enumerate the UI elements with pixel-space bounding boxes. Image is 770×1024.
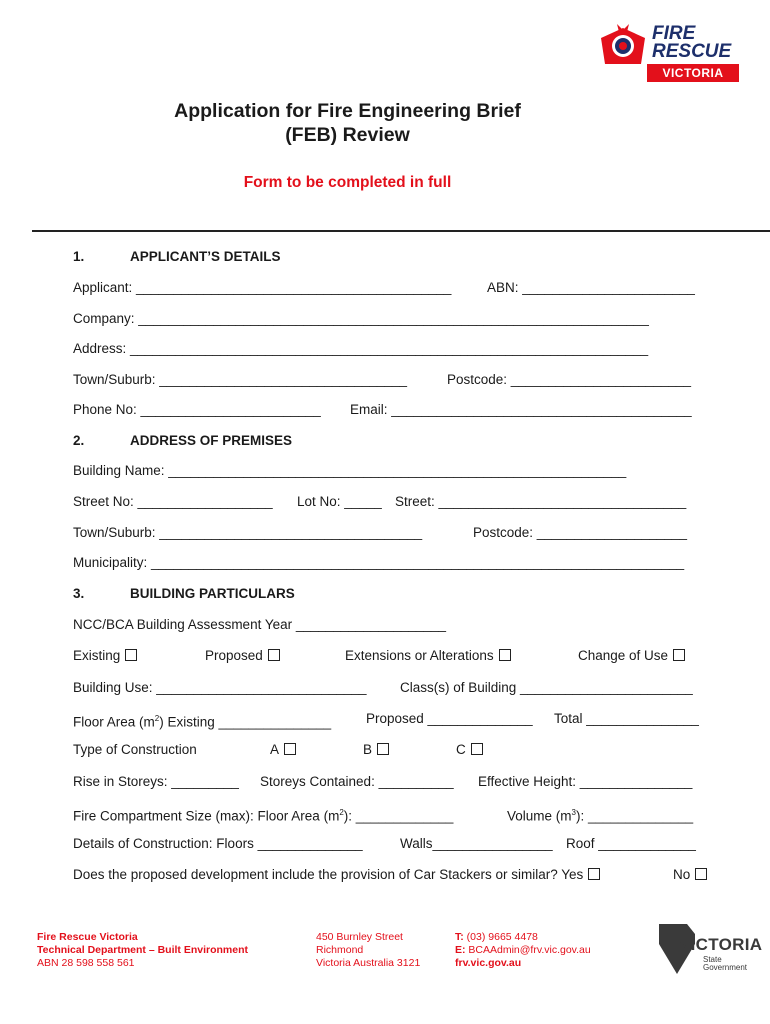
victoria-government-logo (657, 920, 762, 980)
section-2-title: ADDRESS OF PREMISES (130, 433, 293, 448)
title-line-2: (FEB) Review (285, 124, 410, 146)
rise-in-storeys-field[interactable]: Rise in Storeys: _________ (73, 774, 239, 789)
municipality-field[interactable]: Municipality: _______________________________________________________________________ (73, 555, 685, 570)
section-2-number: 2. (73, 433, 85, 448)
car-stackers-no-label: No (673, 867, 691, 882)
effective-height-field[interactable]: Effective Height: _______________ (478, 774, 693, 789)
footer-address-3: Victoria Australia 3121 (316, 957, 421, 969)
type-a-checkbox[interactable] (284, 743, 296, 755)
footer-email-value[interactable]: BCAAdmin@frv.vic.gov.au (468, 944, 591, 956)
details-floors-field[interactable]: Details of Construction: Floors ______________ (73, 836, 363, 851)
existing-checkbox[interactable] (125, 649, 137, 661)
footer-address-1: 450 Burnley Street (316, 931, 403, 943)
details-roof-field[interactable]: Roof _____________ (566, 836, 696, 851)
footer-phone (455, 931, 591, 944)
building-name-field[interactable]: Building Name: _____________________________________________________________ (73, 463, 627, 478)
car-stackers-question: Does the proposed development include the provision of Car Stackers or similar? Yes (73, 867, 584, 882)
volume-label: Volume (m (507, 808, 572, 824)
lot-no-field[interactable]: Lot No: _____ (297, 494, 382, 509)
ncc-year-field[interactable]: NCC/BCA Building Assessment Year ____________________ (73, 617, 447, 632)
section-1-number: 1. (73, 249, 85, 264)
extensions-checkbox[interactable] (499, 649, 511, 661)
logo-text-fire: FIRE (652, 23, 696, 44)
type-b-option[interactable] (363, 742, 389, 758)
footer-phone-value: (03) 9665 4478 (466, 931, 538, 943)
fcs-sup: 2 (339, 808, 344, 817)
floor-area-label: Floor Area (m (73, 714, 155, 730)
fire-compartment-floor-area-field[interactable] (73, 805, 453, 825)
footer-phone-label: T: (455, 931, 464, 943)
type-b-checkbox[interactable] (377, 743, 389, 755)
town-suburb-field[interactable]: Town/Suburb: _________________________________ (73, 372, 408, 387)
applicant-field[interactable]: Applicant: __________________________________________ (73, 280, 452, 295)
gov-logo-state: State (703, 955, 722, 964)
email-field[interactable]: Email: ________________________________________ (350, 402, 692, 417)
postcode-field[interactable]: Postcode: ________________________ (447, 372, 691, 387)
frv-crest-icon (597, 24, 649, 70)
volume-value: ): ______________ (575, 808, 694, 824)
change-of-use-label: Change of Use (578, 648, 669, 663)
car-stackers-no-checkbox[interactable] (695, 868, 707, 880)
floor-area-proposed-field[interactable]: Proposed ______________ (366, 711, 533, 726)
footer-org: Fire Rescue Victoria (37, 931, 138, 943)
floor-area-existing-field[interactable] (73, 711, 331, 731)
footer-dept: Technical Department – Built Environment (37, 944, 249, 956)
footer-address-block (316, 931, 420, 970)
section-1-title: APPLICANT’S DETAILS (130, 249, 281, 264)
proposed-option[interactable] (205, 648, 280, 664)
address-field[interactable]: Address: _____________________________________________________________________ (73, 341, 649, 356)
fcs-value: ): _____________ (343, 808, 454, 824)
type-b-label: B (363, 742, 373, 757)
type-a-option[interactable] (270, 742, 296, 758)
street-field[interactable]: Street: _________________________________ (395, 494, 687, 509)
car-stackers-no-option[interactable] (673, 867, 707, 883)
type-a-label: A (270, 742, 280, 757)
type-c-checkbox[interactable] (471, 743, 483, 755)
volume-sup: 3 (571, 808, 576, 817)
footer-org-block (37, 931, 248, 970)
type-c-label: C (456, 742, 466, 757)
existing-label: Existing (73, 648, 121, 663)
change-of-use-checkbox[interactable] (673, 649, 685, 661)
change-of-use-option[interactable] (578, 648, 685, 664)
type-c-option[interactable] (456, 742, 483, 758)
fcs-label: Fire Compartment Size (max): Floor Area (m (73, 808, 340, 824)
gov-logo-government: Government (703, 963, 748, 972)
building-use-field[interactable]: Building Use: ____________________________ (73, 680, 367, 695)
type-of-construction-label: Type of Construction (73, 742, 197, 757)
class-of-building-field[interactable]: Class(s) of Building _______________________ (400, 680, 693, 695)
footer-abn: ABN 28 598 558 561 (37, 957, 135, 969)
street-no-field[interactable]: Street No: __________________ (73, 494, 273, 509)
floor-area-existing: ) Existing _______________ (159, 714, 332, 730)
proposed-label: Proposed (205, 648, 263, 663)
company-field[interactable]: Company: ____________________________________________________________________ (73, 311, 649, 326)
storeys-contained-field[interactable]: Storeys Contained: __________ (260, 774, 454, 789)
car-stackers-yes-checkbox[interactable] (588, 868, 600, 880)
section-3-number: 3. (73, 586, 85, 601)
footer-contact-block (455, 931, 591, 970)
car-stackers-yes-option[interactable] (73, 867, 600, 883)
footer-email-label: E: (455, 944, 466, 956)
gov-logo-victoria: VICTORIA (679, 935, 763, 954)
header-divider (32, 230, 770, 232)
details-walls-field[interactable]: Walls________________ (400, 836, 553, 851)
abn-field[interactable]: ABN: _______________________ (487, 280, 695, 295)
page-title (60, 99, 635, 147)
proposed-checkbox[interactable] (268, 649, 280, 661)
extensions-option[interactable] (345, 648, 511, 664)
fire-compartment-volume-field[interactable] (507, 805, 693, 825)
floor-area-total-field[interactable]: Total _______________ (554, 711, 699, 726)
town-suburb-field-2[interactable]: Town/Suburb: ___________________________________ (73, 525, 423, 540)
title-line-1: Application for Fire Engineering Brief (174, 100, 521, 122)
logo-text-rescue: RESCUE (652, 41, 732, 62)
postcode-field-2[interactable]: Postcode: ____________________ (473, 525, 687, 540)
phone-field[interactable]: Phone No: ________________________ (73, 402, 321, 417)
existing-option[interactable] (73, 648, 137, 664)
extensions-label: Extensions or Alterations (345, 648, 494, 663)
footer-website[interactable]: frv.vic.gov.au (455, 957, 522, 969)
floor-area-sup: 2 (154, 714, 160, 723)
frv-logo (597, 22, 742, 84)
section-3-title: BUILDING PARTICULARS (130, 586, 295, 601)
footer-email (455, 944, 591, 957)
form-subtitle: Form to be completed in full (243, 174, 452, 191)
footer-address-2: Richmond (316, 944, 364, 956)
logo-text-victoria: VICTORIA (647, 64, 739, 82)
